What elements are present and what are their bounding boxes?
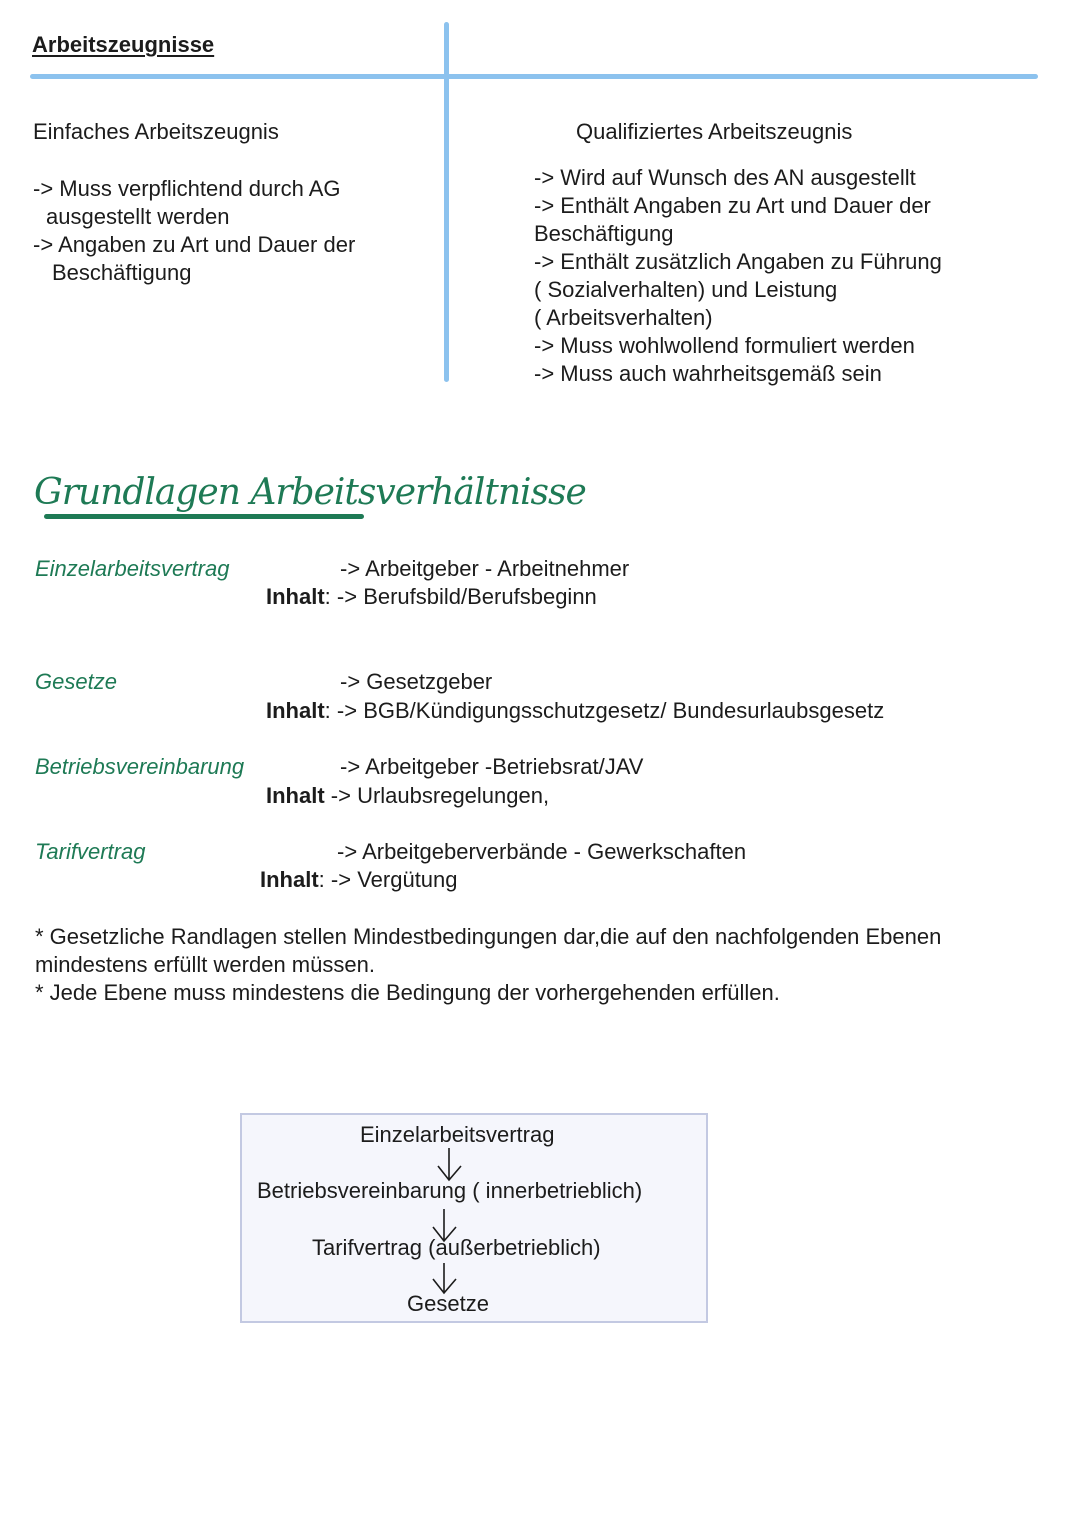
hierarchy-level: Tarifvertrag (außerbetrieblich)	[312, 1235, 601, 1260]
qualifiziert-line: -> Wird auf Wunsch des AN ausgestellt	[534, 165, 916, 190]
horizontal-divider	[30, 74, 1038, 79]
einfach-list	[33, 175, 355, 287]
title-underline	[44, 514, 364, 519]
section-title-grundlagen: Grundlagen Arbeitsverhältnisse	[34, 472, 586, 513]
inhalt-label: Inhalt	[260, 867, 319, 892]
entry-inhalt	[266, 697, 884, 725]
qualifiziert-line: -> Muss wohlwollend formuliert werden	[534, 333, 915, 358]
qualifiziert-heading: Qualifiziertes Arbeitszeugnis	[576, 119, 853, 144]
note-line: mindestens erfüllt werden müssen.	[35, 952, 375, 977]
hierarchy-level: Gesetze	[407, 1291, 489, 1316]
inhalt-separator: :	[324, 584, 331, 609]
entry-inhalt	[266, 782, 549, 810]
qualifiziert-line: Beschäftigung	[534, 221, 674, 246]
einfach-line: -> Angaben zu Art und Dauer der	[33, 232, 356, 257]
inhalt-text: -> BGB/Kündigungsschutzgesetz/ Bundesurlaubsgesetz	[330, 698, 885, 723]
qualifiziert-line: -> Enthält Angaben zu Art und Dauer der	[534, 193, 931, 218]
vertical-divider	[444, 22, 449, 382]
entry-inhalt	[266, 583, 597, 611]
hierarchy-level: Betriebsvereinbarung ( innerbetrieblich)	[257, 1178, 643, 1203]
notes	[35, 923, 941, 1007]
entry-name-betriebsvereinbarung: Betriebsvereinbarung	[35, 754, 245, 779]
entry-parties: -> Arbeitgeber - Arbeitnehmer	[340, 556, 630, 581]
down-arrow-icon	[431, 1261, 459, 1295]
entry-name-tarifvertrag: Tarifvertrag	[35, 839, 146, 864]
hierarchy-level: Einzelarbeitsvertrag	[360, 1122, 555, 1147]
einfach-line: Beschäftigung	[52, 260, 192, 285]
note-line: * Jede Ebene muss mindestens die Bedingung der vorhergehenden erfüllen.	[35, 980, 780, 1005]
inhalt-text: -> Urlaubsregelungen,	[324, 783, 550, 808]
down-arrow-icon	[436, 1146, 464, 1182]
entry-inhalt	[260, 866, 458, 894]
entry-parties: -> Arbeitgeberverbände - Gewerkschaften	[337, 839, 747, 864]
inhalt-label: Inhalt	[266, 783, 325, 808]
qualifiziert-line: -> Muss auch wahrheitsgemäß sein	[534, 361, 882, 386]
entry-name-einzelarbeitsvertrag: Einzelarbeitsvertrag	[35, 556, 230, 581]
qualifiziert-list	[534, 164, 942, 388]
entry-parties: -> Arbeitgeber -Betriebsrat/JAV	[340, 754, 644, 779]
qualifiziert-line: ( Arbeitsverhalten)	[534, 305, 713, 330]
down-arrow-icon	[431, 1207, 459, 1243]
section-title-arbeitszeugnisse: Arbeitszeugnisse	[32, 32, 215, 57]
qualifiziert-line: -> Enthält zusätzlich Angaben zu Führung	[534, 249, 942, 274]
note-line: * Gesetzliche Randlagen stellen Mindestbedingungen dar,die auf den nachfolgenden Ebenen	[35, 924, 942, 949]
qualifiziert-line: ( Sozialverhalten) und Leistung	[534, 277, 838, 302]
einfach-line: -> Muss verpflichtend durch AG	[33, 176, 341, 201]
inhalt-separator: :	[324, 698, 331, 723]
einfach-line: ausgestellt werden	[46, 204, 230, 229]
inhalt-label: Inhalt	[266, 698, 325, 723]
inhalt-text: -> Vergütung	[324, 867, 458, 892]
inhalt-label: Inhalt	[266, 584, 325, 609]
entry-name-gesetze: Gesetze	[35, 669, 117, 694]
inhalt-separator: :	[318, 867, 325, 892]
inhalt-text: -> Berufsbild/Berufsbeginn	[330, 584, 597, 609]
entry-parties: -> Gesetzgeber	[340, 669, 493, 694]
einfach-heading: Einfaches Arbeitszeugnis	[33, 119, 279, 144]
